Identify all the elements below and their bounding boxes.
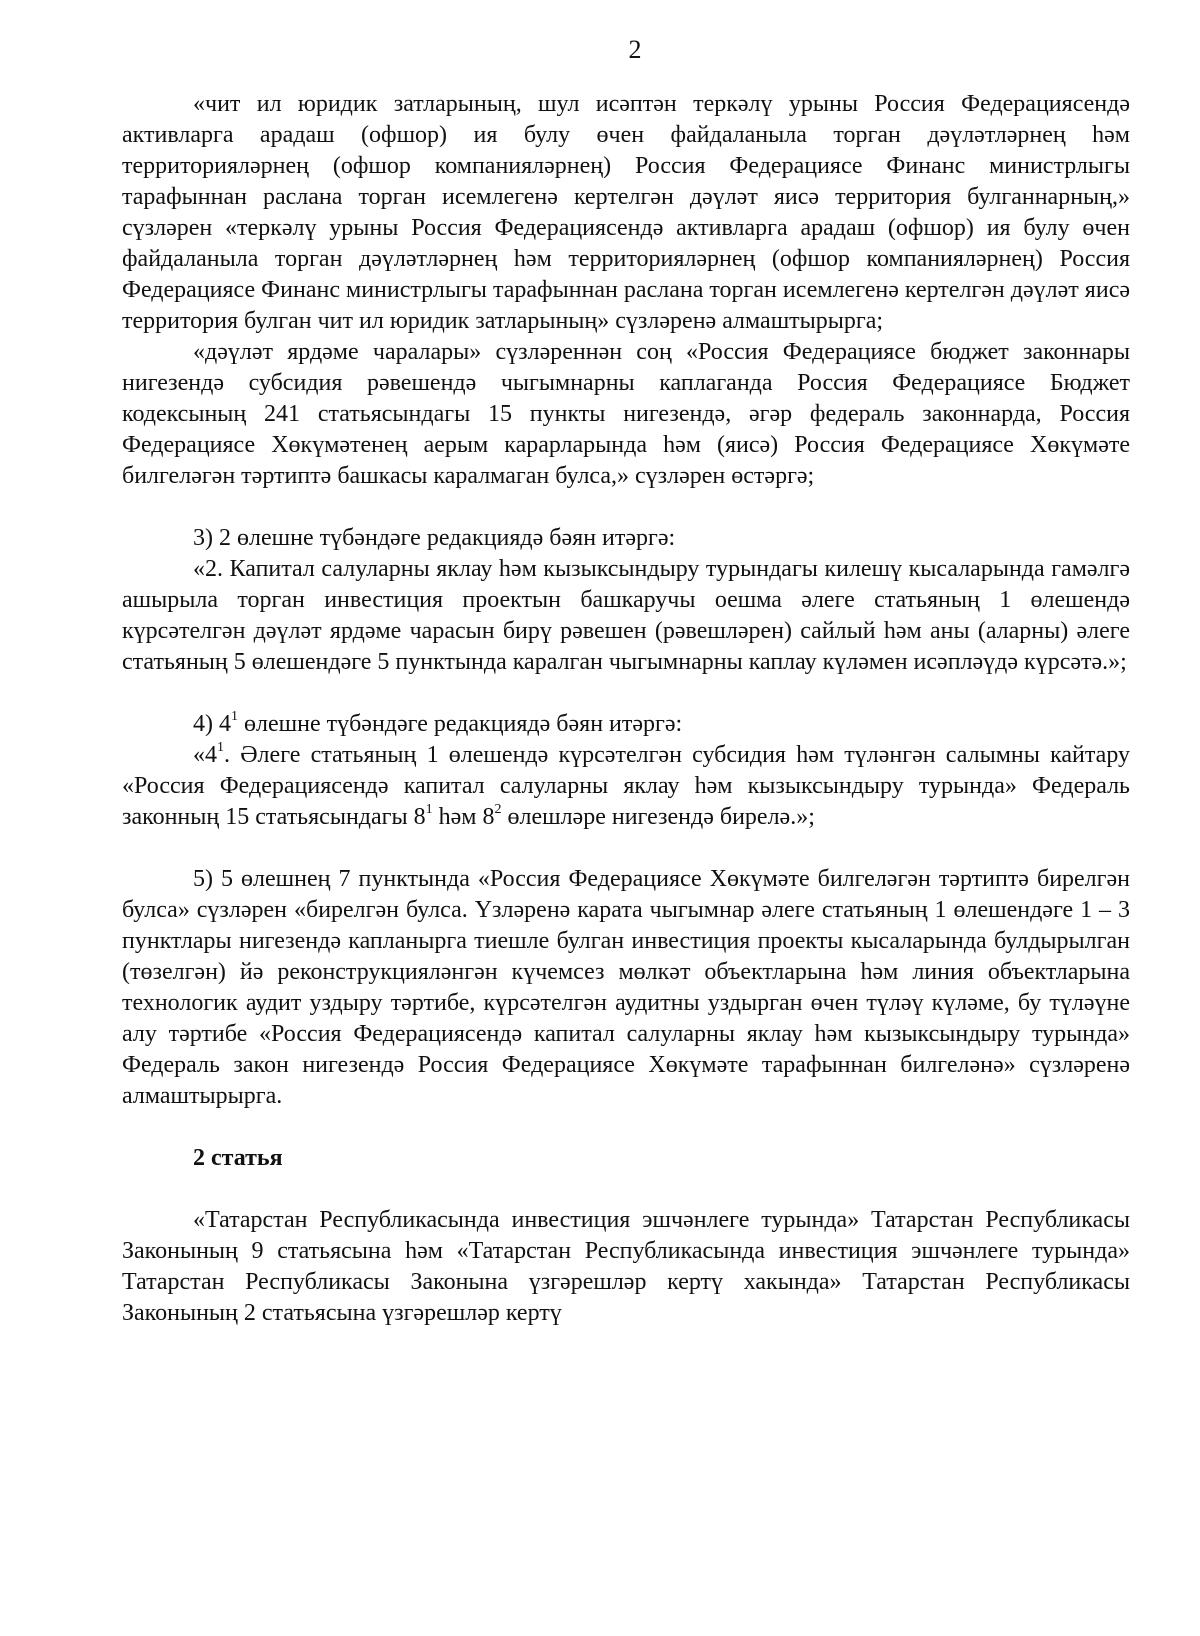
- paragraph-item-3-text: «2. Капитал салуларны яклау һәм кызыксындыру турындагы килешү кысаларында гамәлгә ашырыла торган инвестиция проектын башкаручы оешма әлеге статьяның 1 өлешендә күрсәтелгән дәүләт ярдәме чарасын бирү рәвешен (рәвешләрен) сайлый һәм аны (аларны) әлеге статьяның 5 өлешендәге 5 пунктында каралган чыгымнарны каплау күләмен исәпләүдә күрсәтә.»;: [122, 556, 1130, 675]
- paragraph-offshore-replacement: «чит ил юридик затларының, шул исәптән теркәлү урыны Россия Федерациясендә активларга арадаш (офшор) ия булу өчен файдаланыла торган дәүләтләрнең һәм территорияләрнең (офшор компанияләрнең) Россия Федерациясе Финанс министрлыгы тарафыннан раслана торган исемлегенә кертелгән дәүләт яисә территория булганнарның,» сүзләрен «теркәлү урыны Россия Федерациясендә активларга арадаш (офшор) ия булу өчен файдаланыла торган дәүләтләрнең һәм территорияләрнең (офшор компанияләрнең) Россия Федерациясе Финанс министрлыгы тарафыннан раслана торган исемлегенә кертелгән дәүләт яисә территория булган чит ил юридик затларының» сүзләренә алмаштырырга;: [122, 91, 1130, 334]
- paragraph-item-4-intro: [122, 709, 1130, 740]
- item-4-text-suffix: өлешләре нигезендә бирелә.»;: [501, 804, 815, 830]
- page-number: 2: [628, 35, 642, 64]
- item-4-intro-superscript: 1: [231, 709, 238, 724]
- paragraph-state-support-addition: «дәүләт ярдәме чаралары» сүзләреннән соң «Россия Федерациясе бюджет законнары нигезендә субсидия рәвешендә чыгымнарны каплаганда Россия Федерациясе Бюджет кодексының 241 статьясындагы 15 пункты нигезендә, әгәр федераль законнарда, Россия Федерациясе Хөкүмәтенең аерым карарларында һәм (яисә) Россия Федерациясе Хөкүмәте билгеләгән тәртиптә башкасы каралмаган булса,» сүзләрен өстәргә;: [122, 339, 1130, 489]
- item-4-text-middle-2: һәм 8: [432, 804, 495, 830]
- item-4-text-superscript-3: 2: [494, 802, 502, 817]
- paragraph-article-2-text: «Татарстан Республикасында инвестиция эшчәнлеге турында» Татарстан Республикасы Законының 9 статьясына һәм «Татарстан Республикасында инвестиция эшчәнлеге турында» Татарстан Республикасы Законына үзгәрешләр кертү хакында» Татарстан Республикасы Законының 2 статьясына үзгәрешләр кертү: [122, 1207, 1130, 1326]
- paragraph-item-5: 5) 5 өлешнең 7 пунктында «Россия Федерациясе Хөкүмәте билгеләгән тәртиптә бирелгән булса» сүзләрен «бирелгән булса. Үзләренә карата чыгымнар әлеге статьяның 1 өлешендәге 1 – 3 пунктлары нигезендә капланырга тиешле булган инвестиция проекты кысаларында булдырылган (төзелгән) йә реконструкцияләнгән күчемсез мөлкәт объектларына һәм линия объектларына технологик аудит уздыру тәртибе, күрсәтелгән аудитны уздырган өчен түләү күләме, бу түләүне алу тәртибе «Россия Федерациясендә капитал салуларны яклау һәм кызыксындыру турында» Федераль закон нигезендә Россия Федерациясе Хөкүмәте тарафыннан билгеләнә» сүзләренә алмаштырырга.: [122, 866, 1130, 1109]
- item-4-text-superscript-1: 1: [217, 740, 224, 755]
- article-2-heading: 2 статья: [193, 1145, 283, 1171]
- paragraph-item-3-intro: 3) 2 өлешне түбәндәге редакциядә бәян итәргә:: [193, 525, 676, 551]
- paragraph-item-4-text: [122, 740, 1130, 833]
- item-4-text-prefix: «4: [193, 742, 217, 768]
- item-4-text-superscript-2: 1: [425, 802, 433, 817]
- document-body: [122, 89, 1130, 1329]
- item-4-intro-prefix: 4) 4: [193, 711, 231, 737]
- item-4-text-middle-1: . Әлеге статьяның 1 өлешендә күрсәтелгән субсидия һәм түләнгән салымны кайтару «Россия Федерациясендә капитал салуларны яклау һәм кызыксындыру турында» Федераль законның 15 статьясындагы 8: [122, 742, 1130, 830]
- item-4-intro-suffix: өлешне түбәндәге редакциядә бәян итәргә:: [238, 711, 683, 737]
